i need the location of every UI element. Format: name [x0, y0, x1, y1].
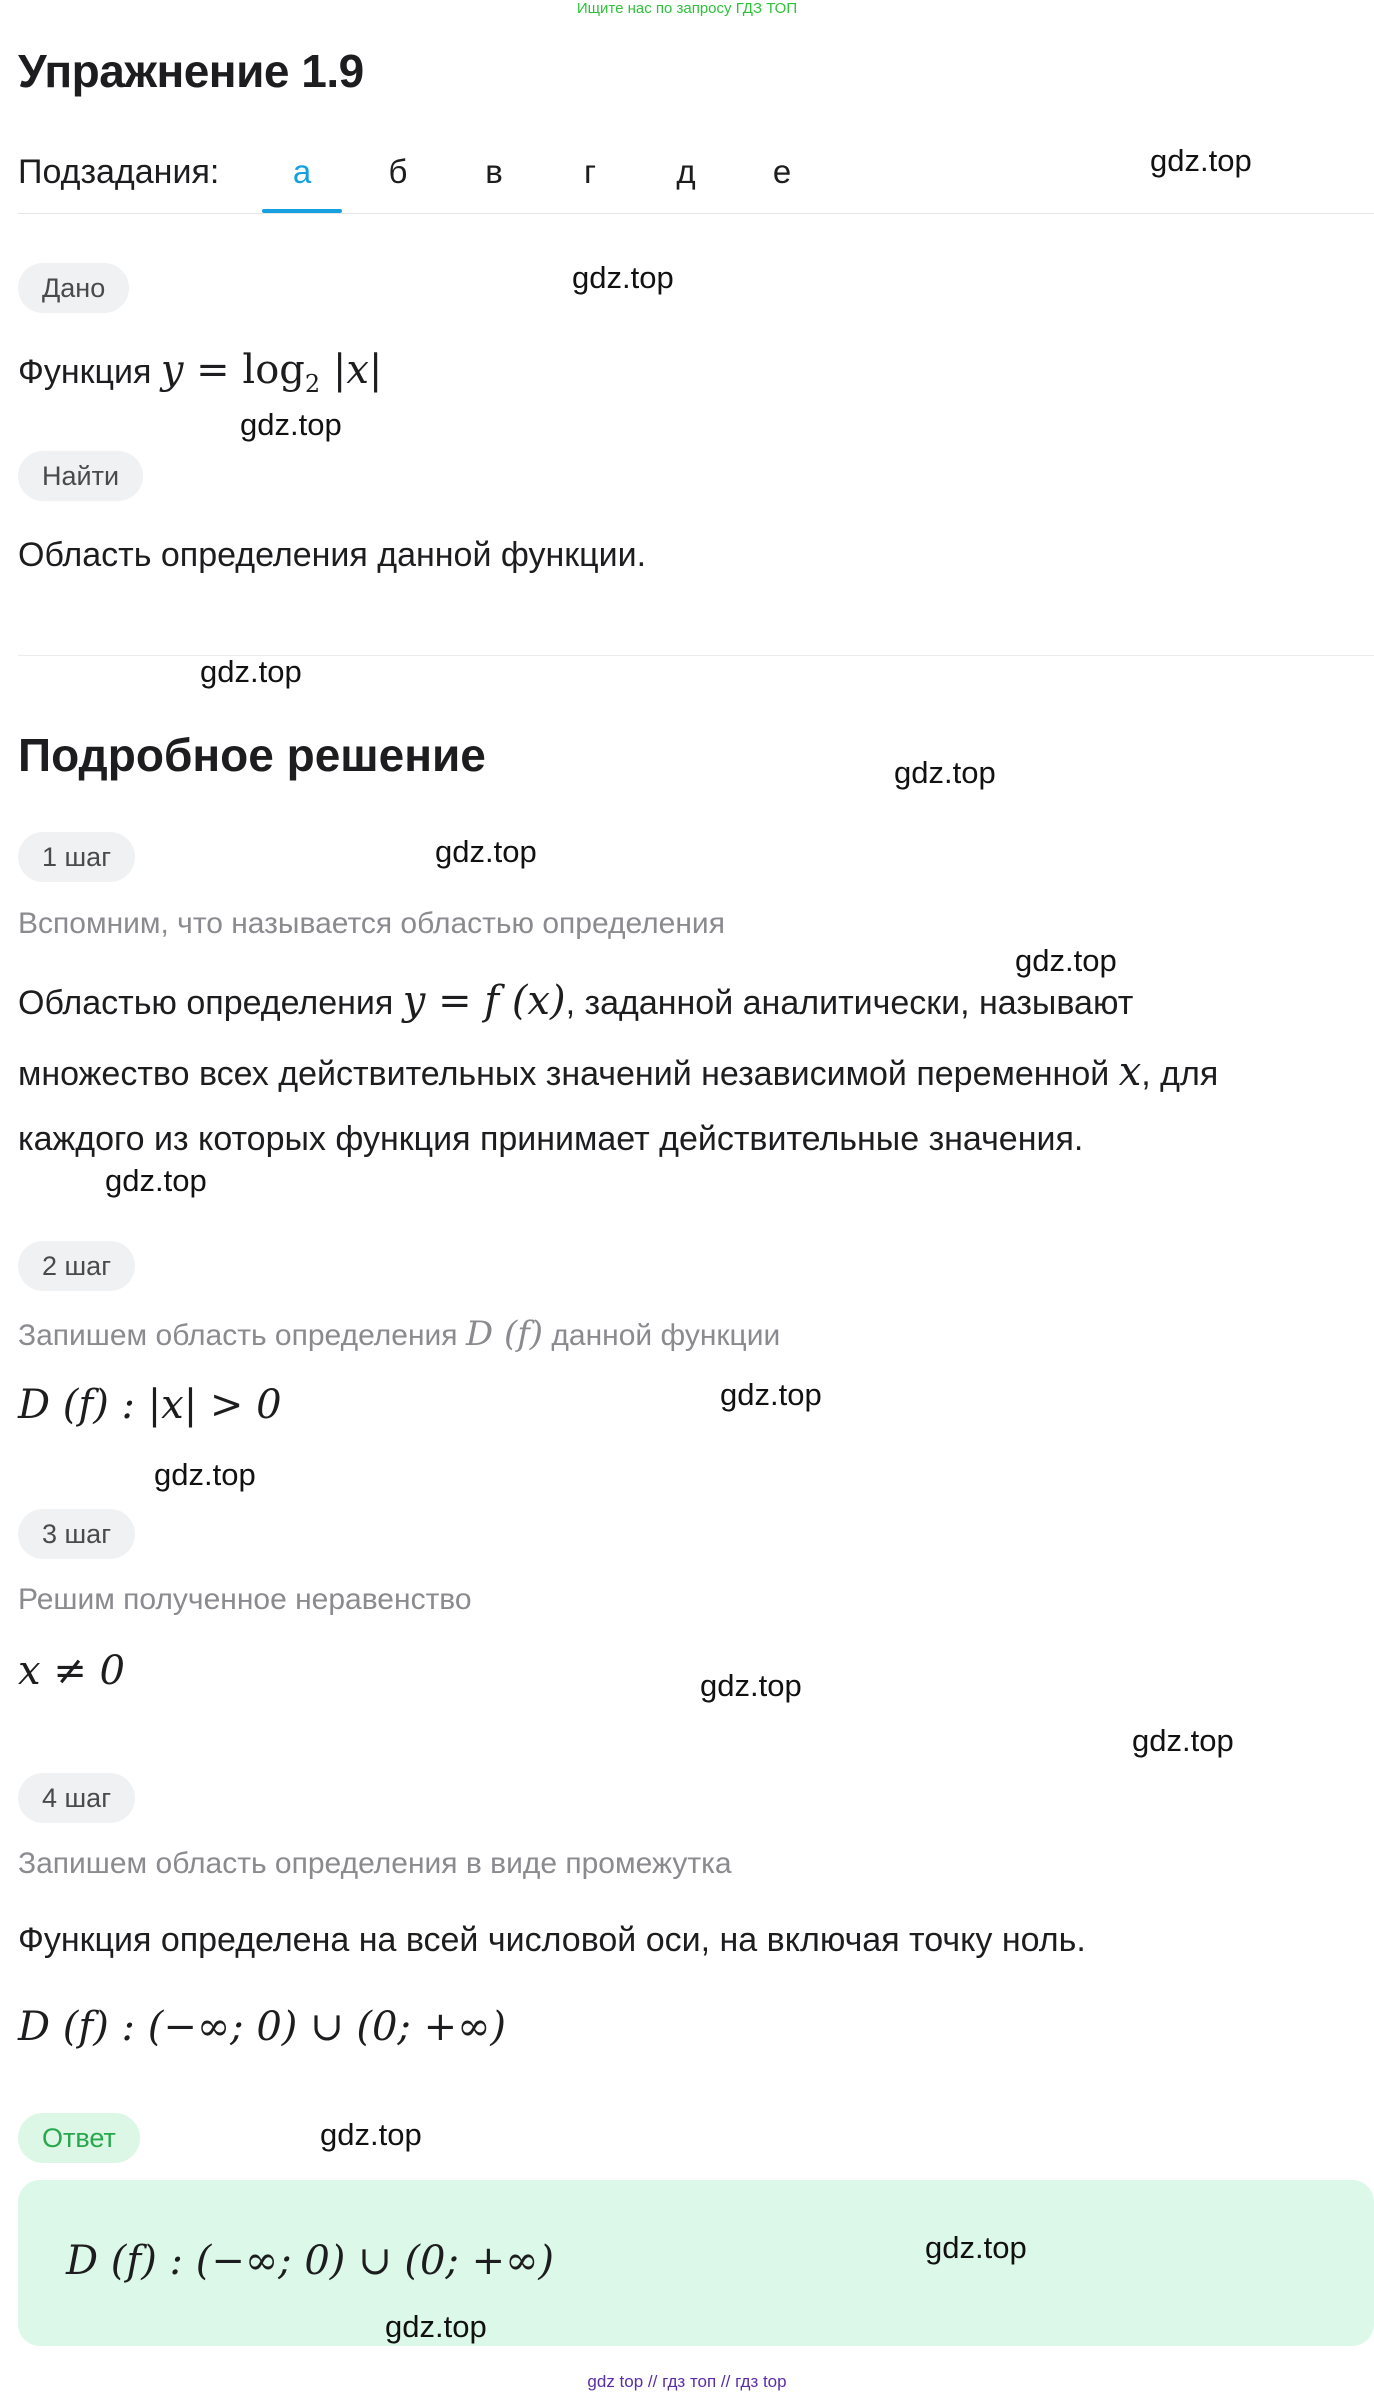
step-2-badge: 2 шаг — [18, 1241, 135, 1291]
step-2-formula: D (f) : |x| > 0 — [18, 1382, 282, 1428]
step-3-formula: x ≠ 0 — [18, 1648, 125, 1694]
step-1-badge: 1 шаг — [18, 832, 135, 882]
answer-badge: Ответ — [18, 2113, 140, 2163]
step-4-text: Функция определена на всей числовой оси, на включая точку ноль. — [18, 1921, 1086, 1959]
watermark: gdz.top — [1015, 943, 1117, 978]
tab-v[interactable]: в — [485, 153, 503, 190]
watermark: gdz.top — [240, 407, 342, 442]
step-2-hint: Запишем область определения D (f) данной функции — [18, 1314, 781, 1354]
step-3-hint: Решим полученное неравенство — [18, 1583, 472, 1616]
step-4-hint: Запишем область определения в виде промежутка — [18, 1847, 732, 1880]
find-text: Область определения данной функции. — [18, 536, 647, 574]
tab-a[interactable]: а — [292, 153, 312, 190]
tab-b[interactable]: б — [388, 153, 408, 190]
step-1-line-1: Областью определения y = f (x), заданной аналитически, называют — [18, 978, 1134, 1024]
watermark: gdz.top — [894, 755, 996, 790]
step-1-line-3: каждого из которых функция принимает действительные значения. — [18, 1120, 1084, 1158]
footer-links[interactable]: gdz top // гдз топ // гдз top — [587, 2372, 787, 2391]
given-text — [18, 347, 382, 398]
step-1-hint: Вспомним, что называется областью определения — [18, 907, 725, 940]
step-3-badge: 3 шаг — [18, 1509, 135, 1559]
watermark: gdz.top — [385, 2309, 487, 2344]
tabs-divider — [18, 213, 1374, 214]
step-1-line-2: множество всех действительных значений независимой переменной x, для — [18, 1049, 1219, 1095]
step-4-formula: D (f) : (−∞; 0) ∪ (0; +∞) — [18, 2004, 507, 2050]
given-formula: $y = \log_2 |x|$ — [160, 347, 383, 398]
watermark: gdz.top — [572, 260, 674, 295]
watermark: gdz.top — [700, 1668, 802, 1703]
given-badge: Дано — [18, 263, 129, 313]
subtasks-label: Подзадания: — [18, 153, 220, 191]
tab-e[interactable]: е — [772, 153, 792, 190]
find-badge: Найти — [18, 451, 143, 501]
watermark: gdz.top — [925, 2230, 1027, 2265]
step-4-badge: 4 шаг — [18, 1773, 135, 1823]
watermark: gdz.top — [320, 2117, 422, 2152]
watermark: gdz.top — [1132, 1723, 1234, 1758]
watermark: gdz.top — [435, 834, 537, 869]
given-prefix: Функция — [18, 353, 152, 391]
watermark: gdz.top — [720, 1377, 822, 1412]
watermark: gdz.top — [1150, 143, 1252, 178]
page-title: Упражнение 1.9 — [18, 45, 364, 97]
step-1-math: y = f (x) — [402, 978, 566, 1024]
tab-d[interactable]: д — [676, 153, 696, 190]
watermark: gdz.top — [105, 1163, 207, 1198]
top-ad-text[interactable]: Ищите нас по запросу ГДЗ ТОП — [576, 0, 798, 17]
answer-formula: D (f) : (−∞; 0) ∪ (0; +∞) — [66, 2238, 555, 2284]
watermark: gdz.top — [200, 654, 302, 689]
tab-g[interactable]: г — [583, 153, 597, 190]
watermark: gdz.top — [154, 1457, 256, 1492]
solution-title: Подробное решение — [18, 729, 486, 781]
